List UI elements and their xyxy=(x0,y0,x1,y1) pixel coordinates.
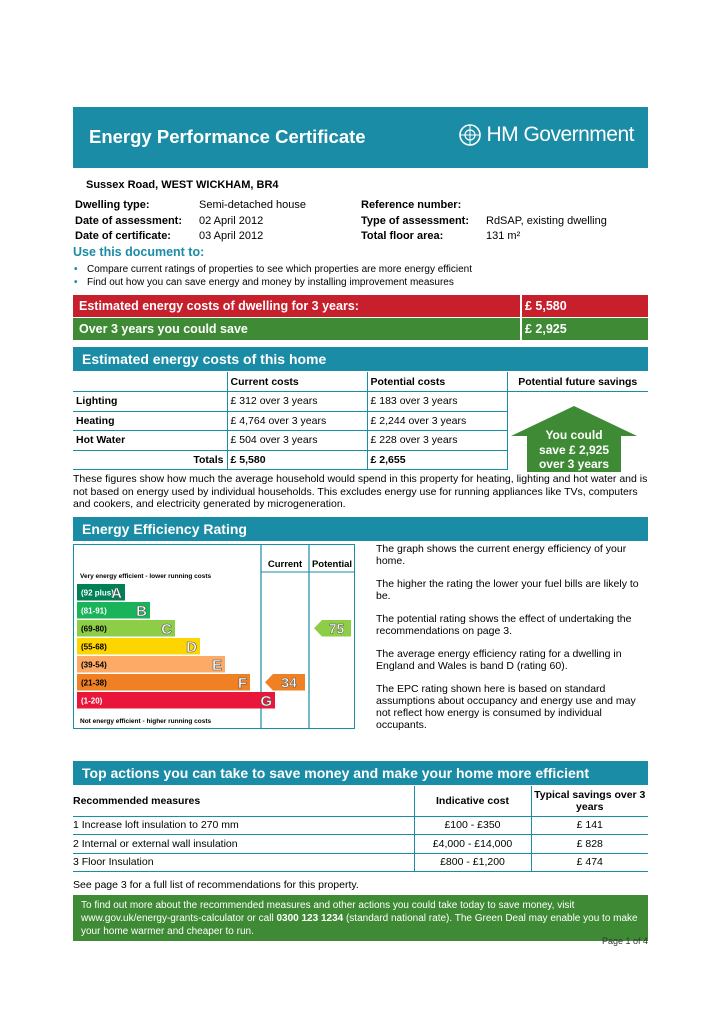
could-save-value: £ 2,925 xyxy=(525,322,567,336)
details-right xyxy=(361,198,607,245)
eer-section-title: Energy Efficiency Rating xyxy=(73,517,648,541)
totals-current: £ 5,580 xyxy=(227,450,367,470)
eer-description xyxy=(376,543,648,742)
costs-note: These figures show how much the average household would spend in this property for heating, lighting and hot water and is not based on energy used by individual households. This excludes energy use for running appliances like TVs, computers and cookers, and electricity generated by microgeneration. xyxy=(73,473,648,511)
detail-label: Reference number: xyxy=(361,199,462,211)
cost-name: Lighting xyxy=(73,392,227,412)
table-header-row xyxy=(73,372,648,392)
eer-paragraph: The EPC rating shown here is based on standard assumptions about occupancy and energy use and may not reflect how energy is consumed by individual occupants. xyxy=(376,683,636,731)
current-rating-value: 34 xyxy=(281,674,297,691)
band-letter: G xyxy=(260,693,272,710)
band-letter: C xyxy=(161,621,172,638)
use-document-title: Use this document to: xyxy=(73,245,205,259)
details-left xyxy=(75,198,306,245)
estimated-costs-label: Estimated energy costs of dwelling for 3 years: xyxy=(79,299,359,313)
current-column-label: Current xyxy=(267,559,303,570)
divider xyxy=(520,318,522,340)
page-number: Page 1 of 4 xyxy=(601,936,648,946)
energy-rating-chart xyxy=(73,544,369,729)
detail-label: Date of certificate: xyxy=(75,230,171,242)
actions-section-title: Top actions you can take to save money and make your home more efficient xyxy=(73,761,648,785)
bottom-efficiency-label: Not energy efficient - higher running costs xyxy=(80,718,212,725)
current-cost: £ 4,764 over 3 years xyxy=(227,411,367,431)
band-letter: E xyxy=(211,657,222,674)
list-item: • Compare current ratings of properties to see which properties are more energy efficient xyxy=(73,263,472,276)
potential-cost: £ 2,244 over 3 years xyxy=(367,411,507,431)
cost-name: Heating xyxy=(73,411,227,431)
potential-cost: £ 183 over 3 years xyxy=(367,392,507,412)
band-range-label: (55-68) xyxy=(81,642,107,652)
band-range-label: (92 plus) xyxy=(81,588,114,598)
current-rating xyxy=(265,674,305,691)
use-document-list xyxy=(73,263,472,289)
top-efficiency-label: Very energy efficient - lower running costs xyxy=(80,573,212,580)
band-letter: F xyxy=(237,675,247,692)
phone-number: 0300 123 1234 xyxy=(276,913,344,924)
costs-section-title: Estimated energy costs of this home xyxy=(73,347,648,371)
rating-band-g xyxy=(77,692,275,709)
table-header: Recommended measures xyxy=(73,786,414,816)
band-letter: B xyxy=(136,603,147,620)
eer-paragraph: The higher the rating the lower your fuel bills are likely to be. xyxy=(376,578,639,602)
potential-cost: £ 228 over 3 years xyxy=(367,431,507,451)
current-cost: £ 504 over 3 years xyxy=(227,431,367,451)
measure-saving: £ 474 xyxy=(531,853,648,872)
eer-paragraph: The potential rating shows the effect of undertaking the recommendations on page 3. xyxy=(376,613,632,637)
page-title: Energy Performance Certificate xyxy=(89,126,366,147)
detail-label: Type of assessment: xyxy=(361,214,470,227)
detail-value: 03 April 2012 xyxy=(199,230,264,242)
band-range-label: (81-91) xyxy=(81,606,107,616)
band-letter: D xyxy=(186,639,197,656)
crest-icon xyxy=(458,123,482,147)
totals-potential: £ 2,655 xyxy=(367,450,507,470)
could-save-label: Over 3 years you could save xyxy=(79,322,248,336)
savings-arrow xyxy=(509,404,639,474)
measure-name: 3 Floor Insulation xyxy=(73,853,414,872)
detail-value: Semi-detached house xyxy=(199,199,307,211)
gov-logo-text: HM Government xyxy=(486,123,634,146)
table-header: Current costs xyxy=(227,372,367,392)
green-deal-info xyxy=(73,895,648,941)
potential-column-label: Potential xyxy=(311,559,353,570)
epc-page xyxy=(73,107,648,946)
table-header xyxy=(73,372,227,392)
green-deal-text: (standard national rate). The Green Deal may enable you to make your home warmer and cheaper to run. xyxy=(81,913,638,937)
eer-paragraph: The average energy efficiency rating for a dwelling in England and Wales is band D (rating 60). xyxy=(376,648,622,672)
detail-label: Date of assessment: xyxy=(75,214,182,227)
table-header-row xyxy=(73,786,648,816)
measure-saving: £ 141 xyxy=(531,816,648,835)
detail-value: 02 April 2012 xyxy=(199,214,264,227)
estimated-costs-bar xyxy=(73,295,648,317)
cost-name: Hot Water xyxy=(73,431,227,451)
measure-name: 1 Increase loft insulation to 270 mm xyxy=(73,816,414,835)
detail-value: 131 m² xyxy=(486,230,521,242)
green-deal-text: To find out more about the recommended measures and other actions you could take today to save money, visit www.gov.uk/energy-grants-calculator or call xyxy=(81,900,575,924)
table-header: Typical savings over 3 years xyxy=(531,786,648,816)
table-header: Potential costs xyxy=(367,372,507,392)
detail-label: Total floor area: xyxy=(361,230,444,242)
actions-table xyxy=(73,786,648,872)
band-range-label: (1-20) xyxy=(81,696,103,706)
savings-arrow-line: save £ 2,925 xyxy=(538,443,610,457)
table-row xyxy=(73,835,648,854)
divider xyxy=(520,295,522,317)
measure-cost: £4,000 - £14,000 xyxy=(414,835,531,854)
table-row xyxy=(73,853,648,872)
see-page-note: See page 3 for a full list of recommendations for this property. xyxy=(73,879,359,891)
savings-arrow-line: You could xyxy=(545,428,603,442)
table-header: Indicative cost xyxy=(414,786,531,816)
band-range-label: (21-38) xyxy=(81,678,107,688)
list-item: • Find out how you can save energy and money by installing improvement measures xyxy=(73,276,472,289)
band-range-label: (69-80) xyxy=(81,624,107,634)
estimated-costs-value: £ 5,580 xyxy=(525,299,567,313)
property-address: Sussex Road, WEST WICKHAM, BR4 xyxy=(86,179,279,191)
measure-cost: £100 - £350 xyxy=(414,816,531,835)
totals-label: Totals xyxy=(73,450,227,470)
table-header: Potential future savings xyxy=(507,372,648,392)
savings-arrow-line: over 3 years xyxy=(538,457,610,471)
table-row xyxy=(73,816,648,835)
hm-government-logo xyxy=(458,123,634,147)
band-letter: A xyxy=(111,585,122,602)
measure-saving: £ 828 xyxy=(531,835,648,854)
could-save-bar xyxy=(73,318,648,340)
detail-label: Dwelling type: xyxy=(75,199,150,211)
current-cost: £ 312 over 3 years xyxy=(227,392,367,412)
measure-name: 2 Internal or external wall insulation xyxy=(73,835,414,854)
detail-value: RdSAP, existing dwelling xyxy=(486,214,607,227)
band-range-label: (39-54) xyxy=(81,660,107,670)
header-banner xyxy=(73,107,648,168)
potential-rating-value: 75 xyxy=(328,620,345,637)
measure-cost: £800 - £1,200 xyxy=(414,853,531,872)
eer-paragraph: The graph shows the current energy efficiency of your home. xyxy=(376,543,627,567)
